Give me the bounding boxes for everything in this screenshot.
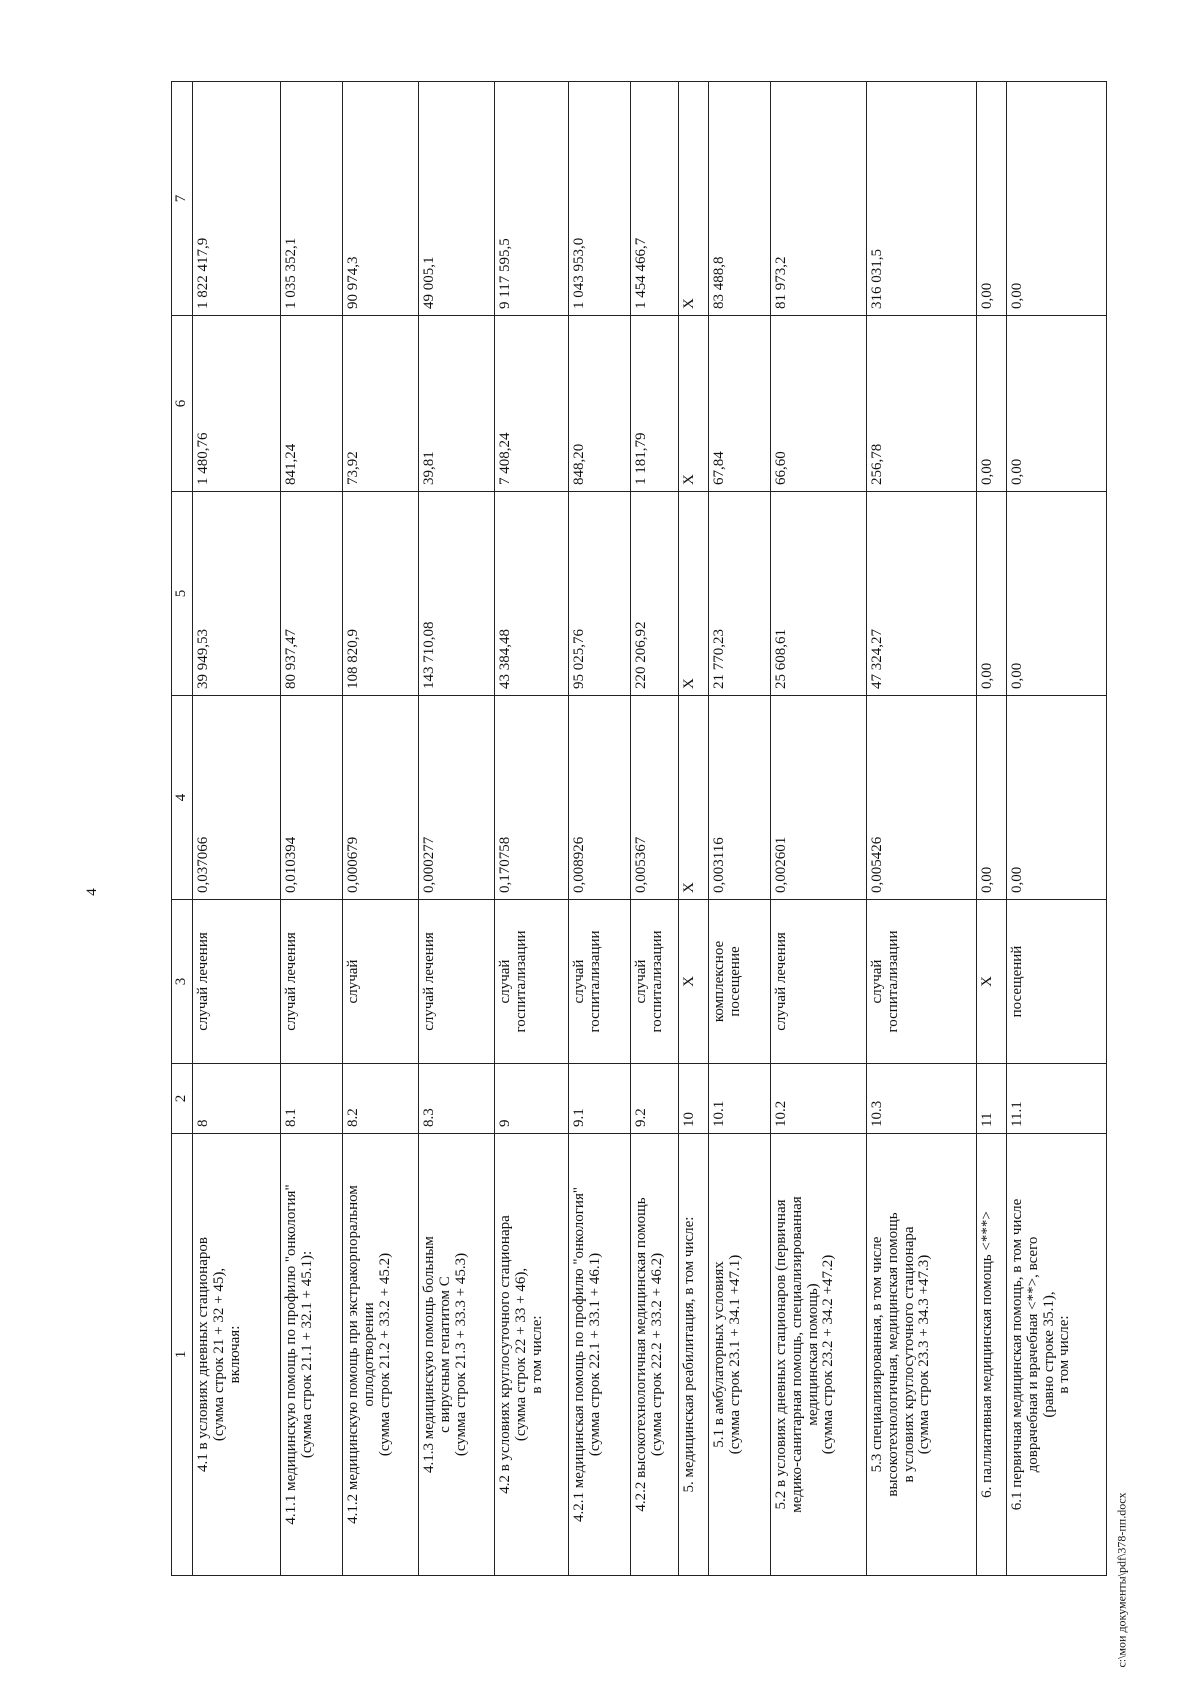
table-cell-col3: случай лечения (281, 900, 343, 1064)
column-header: 4 (172, 696, 193, 900)
table-cell-col1: 6.1 первичная медицинская помощь, в том числе доврачебная и врачебная <**>, всего (равно строке 35.1), в том числе: (1007, 1134, 1107, 1576)
table-cell-col2: 9.1 (569, 1064, 631, 1134)
table-cell-col6: 39,81 (419, 316, 495, 492)
table-row (679, 82, 709, 1576)
table-cell-col5: 39 949,53 (193, 492, 281, 696)
table-cell-col5: 43 384,48 (495, 492, 569, 696)
table-cell-col6: 73,92 (343, 316, 419, 492)
table-cell-col4: 0,00 (1007, 696, 1107, 900)
table-cell-col7: 90 974,3 (343, 82, 419, 316)
table-cell-col4: 0,037066 (193, 696, 281, 900)
table-cell-col7: 49 005,1 (419, 82, 495, 316)
table-cell-col5: 0,00 (1007, 492, 1107, 696)
table-cell-col7: 316 031,5 (867, 82, 977, 316)
table-row (631, 82, 679, 1576)
table-cell-col2: 11 (977, 1064, 1007, 1134)
table-cell-col7: 9 117 595,5 (495, 82, 569, 316)
table-cell-col5: 220 206,92 (631, 492, 679, 696)
table-cell-col6: X (679, 316, 709, 492)
table-cell-col7: 1 043 953,0 (569, 82, 631, 316)
table-cell-col2: 10 (679, 1064, 709, 1134)
table-cell-col2: 8 (193, 1064, 281, 1134)
table-row (867, 82, 977, 1576)
table-cell-col2: 8.2 (343, 1064, 419, 1134)
table-cell-col2: 10.1 (709, 1064, 771, 1134)
table-cell-col6: 848,20 (569, 316, 631, 492)
table-row (419, 82, 495, 1576)
table-cell-col6: 1 480,76 (193, 316, 281, 492)
table-cell-col2: 9.2 (631, 1064, 679, 1134)
table-cell-col5: 80 937,47 (281, 492, 343, 696)
table-cell-col6: 256,78 (867, 316, 977, 492)
table-cell-col5: 47 324,27 (867, 492, 977, 696)
table-row (569, 82, 631, 1576)
table-cell-col3: случай госпитализации (631, 900, 679, 1064)
table-cell-col4: 0,000277 (419, 696, 495, 900)
table-cell-col3: случай лечения (193, 900, 281, 1064)
table-cell-col5: X (679, 492, 709, 696)
table-cell-col1: 4.1 в условиях дневных стационаров (сумма строк 21 + 32 + 45), включая: (193, 1134, 281, 1576)
table-cell-col1: 5.3 специализированная, в том числе высокотехнологичная, медицинская помощь в условиях круглосуточного стационара (сумма строк 23.3 + 34.3 +47.3) (867, 1134, 977, 1576)
table-cell-col4: 0,000679 (343, 696, 419, 900)
column-header: 7 (172, 82, 193, 316)
rotated-table-frame (171, 82, 1073, 1576)
table-cell-col7: 0,00 (977, 82, 1007, 316)
table-cell-col5: 108 820,9 (343, 492, 419, 696)
table-cell-col1: 5.2 в условиях дневных стационаров (первичная медико-санитарная помощь, специализированная медицинская помощь) (сумма строк 23.2 + 34.2 +47.2) (771, 1134, 867, 1576)
table-cell-col1: 5.1 в амбулаторных условиях (сумма строк 23.1 + 34.1 +47.1) (709, 1134, 771, 1576)
table-cell-col6: 7 408,24 (495, 316, 569, 492)
table-cell-col1: 4.1.3 медицинскую помощь больным с вирусным гепатитом С (сумма строк 21.3 + 33.3 + 45.3) (419, 1134, 495, 1576)
table-cell-col4: 0,00 (977, 696, 1007, 900)
column-header: 1 (172, 1134, 193, 1576)
footer-path-text: c:\мои документы\pdf\378-пп.docx (1114, 1492, 1129, 1668)
footer-path (1110, 1492, 1134, 1668)
table-cell-col1: 4.2.2 высокотехнологичная медицинская помощь (сумма строк 22.2 + 33.2 + 46.2) (631, 1134, 679, 1576)
table-cell-col4: 0,010394 (281, 696, 343, 900)
table-cell-col4: X (679, 696, 709, 900)
table-row (771, 82, 867, 1576)
table-row (495, 82, 569, 1576)
table-cell-col2: 11.1 (1007, 1064, 1107, 1134)
column-header: 6 (172, 316, 193, 492)
table-cell-col1: 4.2 в условиях круглосуточного стационара (сумма строк 22 + 33 + 46), в том числе: (495, 1134, 569, 1576)
table-body (193, 82, 1107, 1576)
table-cell-col7: 1 035 352,1 (281, 82, 343, 316)
column-header: 2 (172, 1064, 193, 1134)
table-cell-col4: 0,003116 (709, 696, 771, 900)
table-cell-col6: 841,24 (281, 316, 343, 492)
table-cell-col2: 9 (495, 1064, 569, 1134)
column-header: 3 (172, 900, 193, 1064)
table-row (343, 82, 419, 1576)
table-cell-col2: 8.3 (419, 1064, 495, 1134)
table-cell-col5: 25 608,61 (771, 492, 867, 696)
table-cell-col5: 95 025,76 (569, 492, 631, 696)
table-cell-col7: 1 454 466,7 (631, 82, 679, 316)
table-cell-col6: 66,60 (771, 316, 867, 492)
table-cell-col1: 4.2.1 медицинская помощь по профилю "онкология" (сумма строк 22.1 + 33.1 + 46.1) (569, 1134, 631, 1576)
table-cell-col2: 10.2 (771, 1064, 867, 1134)
table-cell-col3: комплексное посещение (709, 900, 771, 1064)
table-row (193, 82, 281, 1576)
table-cell-col3: случай госпитализации (495, 900, 569, 1064)
table-cell-col7: 81 973,2 (771, 82, 867, 316)
table-cell-col6: 0,00 (1007, 316, 1107, 492)
table-cell-col4: 0,170758 (495, 696, 569, 900)
table-cell-col7: 83 488,8 (709, 82, 771, 316)
page-number: 4 (84, 888, 100, 896)
table-cell-col1: 4.1.2 медицинскую помощь при экстракорпоральном оплодотворении (сумма строк 21.2 + 33.2 + 45.2) (343, 1134, 419, 1576)
table-row (1007, 82, 1107, 1576)
table-cell-col7: X (679, 82, 709, 316)
table-cell-col4: 0,005367 (631, 696, 679, 900)
table-cell-col6: 0,00 (977, 316, 1007, 492)
table-cell-col3: X (679, 900, 709, 1064)
table-cell-col5: 21 770,23 (709, 492, 771, 696)
table-cell-col4: 0,005426 (867, 696, 977, 900)
table-cell-col5: 0,00 (977, 492, 1007, 696)
table-cell-col2: 10.3 (867, 1064, 977, 1134)
data-table (171, 81, 1107, 1576)
table-cell-col7: 1 822 417,9 (193, 82, 281, 316)
header-row (172, 82, 193, 1576)
table-cell-col3: случай лечения (771, 900, 867, 1064)
table-cell-col5: 143 710,08 (419, 492, 495, 696)
table-cell-col6: 1 181,79 (631, 316, 679, 492)
table-cell-col2: 8.1 (281, 1064, 343, 1134)
table-row (709, 82, 771, 1576)
table-cell-col1: 6. паллиативная медицинская помощь <***> (977, 1134, 1007, 1576)
table-cell-col3: случай (343, 900, 419, 1064)
table-cell-col3: случай лечения (419, 900, 495, 1064)
table-cell-col3: случай госпитализации (867, 900, 977, 1064)
table-cell-col1: 4.1.1 медицинскую помощь по профилю "онкология" (сумма строк 21.1 + 32.1 + 45.1): (281, 1134, 343, 1576)
table-cell-col3: X (977, 900, 1007, 1064)
table-container (171, 82, 1073, 1576)
table-cell-col7: 0,00 (1007, 82, 1107, 316)
table-cell-col4: 0,008926 (569, 696, 631, 900)
table-cell-col6: 67,84 (709, 316, 771, 492)
table-cell-col3: случай госпитализации (569, 900, 631, 1064)
table-cell-col3: посещений (1007, 900, 1107, 1064)
table-cell-col1: 5. медицинская реабилитация, в том числе: (679, 1134, 709, 1576)
column-header: 5 (172, 492, 193, 696)
table-row (281, 82, 343, 1576)
table-row (977, 82, 1007, 1576)
table-cell-col4: 0,002601 (771, 696, 867, 900)
